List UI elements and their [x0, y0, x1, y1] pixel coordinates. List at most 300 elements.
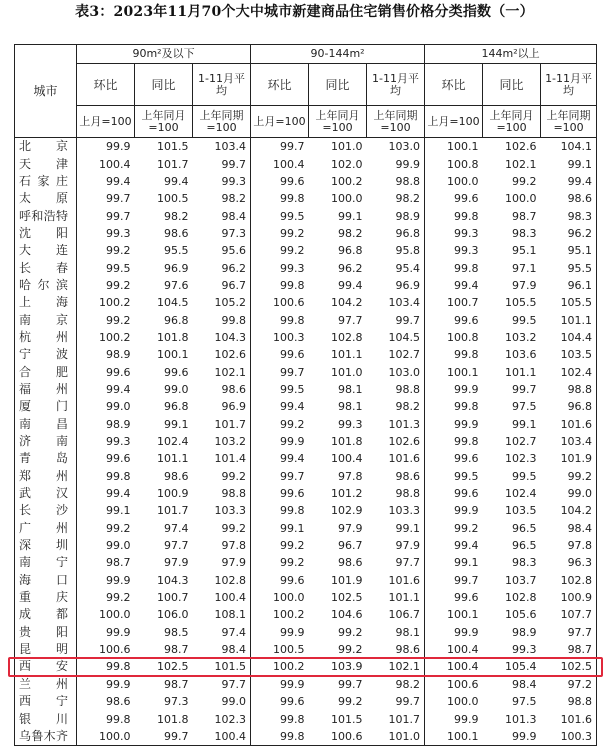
value-cell: 100.7 — [157, 591, 189, 605]
table-row — [15, 537, 597, 554]
value-cell: 99.3 — [338, 417, 363, 431]
value-cell: 99.8 — [454, 209, 479, 223]
value-cell: 100.4 — [193, 728, 251, 746]
value-cell: 99.8 — [106, 712, 131, 726]
value-cell: 98.7 — [164, 677, 189, 691]
value-cell: 104.1 — [560, 140, 593, 154]
value-cell: 103.7 — [505, 573, 537, 587]
base-header-mom: 上月=100 — [251, 106, 309, 138]
value-cell: 102.8 — [193, 572, 251, 589]
value-cell: 99.9 — [454, 712, 479, 726]
value-cell: 99.0 — [106, 400, 131, 414]
city-cell: 长春 — [15, 259, 77, 276]
value-cell: 99.7 — [280, 365, 305, 379]
group-header-small: 90m²及以下 — [77, 45, 251, 64]
value-cell: 97.4 — [164, 521, 189, 535]
value-cell: 99.4 — [164, 174, 189, 188]
table-row — [15, 329, 597, 346]
value-cell: 99.5 — [512, 313, 537, 327]
value-cell: 103.3 — [193, 502, 251, 519]
value-cell: 98.1 — [338, 382, 363, 396]
value-cell: 97.2 — [567, 677, 593, 691]
table-row — [15, 641, 597, 658]
value-cell: 99.3 — [280, 261, 305, 275]
value-cell: 100.8 — [447, 157, 479, 171]
value-cell: 99.2 — [567, 469, 593, 483]
value-cell: 96.8 — [338, 244, 363, 258]
value-cell: 99.6 — [454, 192, 479, 206]
value-cell: 102.7 — [505, 435, 537, 449]
value-cell: 99.7 — [338, 677, 363, 691]
value-cell: 99.8 — [106, 660, 131, 674]
sub-header-avg: 1-11月平均 — [193, 64, 251, 106]
table-row — [15, 658, 597, 675]
city-cell: 郑州 — [15, 468, 77, 485]
value-cell: 99.6 — [280, 573, 305, 587]
city-cell: 呼和浩特 — [15, 207, 77, 224]
value-cell: 101.1 — [367, 589, 425, 606]
city-cell: 大连 — [15, 242, 77, 259]
value-cell: 98.2 — [338, 226, 363, 240]
value-cell: 101.7 — [193, 416, 251, 433]
value-cell: 101.6 — [560, 712, 593, 726]
value-cell: 99.2 — [106, 244, 131, 258]
value-cell: 98.3 — [567, 209, 593, 223]
value-cell: 99.6 — [280, 695, 305, 709]
value-cell: 100.0 — [99, 608, 131, 622]
value-cell: 101.1 — [157, 452, 189, 466]
city-cell: 青岛 — [15, 450, 77, 467]
value-cell: 97.7 — [367, 554, 425, 571]
value-cell: 99.1 — [454, 556, 479, 570]
value-cell: 99.9 — [367, 155, 425, 172]
value-cell: 96.7 — [193, 277, 251, 294]
value-cell: 102.1 — [367, 658, 425, 675]
value-cell: 100.1 — [157, 348, 189, 362]
value-cell: 101.8 — [331, 435, 363, 449]
value-cell: 100.6 — [99, 643, 131, 657]
value-cell: 98.1 — [367, 624, 425, 641]
value-cell: 103.4 — [193, 138, 251, 156]
value-cell: 99.8 — [280, 504, 305, 518]
value-cell: 102.5 — [157, 660, 189, 674]
value-cell: 97.3 — [164, 695, 189, 709]
value-cell: 98.9 — [367, 207, 425, 224]
city-cell: 宁波 — [15, 346, 77, 363]
value-cell: 100.4 — [273, 157, 305, 171]
value-cell: 99.9 — [483, 728, 541, 746]
value-cell: 98.5 — [164, 625, 189, 639]
city-cell: 重庆 — [15, 589, 77, 606]
table-row — [15, 398, 597, 415]
value-cell: 101.8 — [157, 712, 189, 726]
sub-header-avg: 1-11月平均 — [541, 64, 597, 106]
value-cell: 98.6 — [106, 695, 131, 709]
value-cell: 98.1 — [338, 400, 363, 414]
value-cell: 99.7 — [280, 140, 305, 154]
value-cell: 96.2 — [193, 259, 251, 276]
value-cell: 99.7 — [135, 728, 193, 746]
value-cell: 102.8 — [560, 573, 593, 587]
value-cell: 98.8 — [367, 381, 425, 398]
value-cell: 99.6 — [164, 365, 189, 379]
city-cell: 南宁 — [15, 554, 77, 571]
value-cell: 97.4 — [193, 624, 251, 641]
value-cell: 103.4 — [560, 435, 593, 449]
value-cell: 99.4 — [106, 382, 131, 396]
value-cell: 102.9 — [331, 504, 363, 518]
table-row — [15, 173, 597, 190]
value-cell: 106.0 — [157, 608, 189, 622]
value-cell: 99.4 — [106, 487, 131, 501]
city-cell: 福州 — [15, 381, 77, 398]
value-cell: 99.7 — [193, 155, 251, 172]
value-cell: 99.8 — [251, 728, 309, 746]
city-cell: 武汉 — [15, 485, 77, 502]
city-cell: 沈阳 — [15, 225, 77, 242]
value-cell: 99.9 — [106, 677, 131, 691]
value-cell: 99.9 — [280, 677, 305, 691]
value-cell: 97.7 — [567, 625, 593, 639]
value-cell: 99.1 — [512, 417, 537, 431]
value-cell: 99.8 — [454, 435, 479, 449]
city-cell: 西宁 — [15, 693, 77, 710]
value-cell: 102.5 — [331, 591, 363, 605]
city-cell: 昆明 — [15, 641, 77, 658]
group-header-medium: 90-144m² — [251, 45, 425, 64]
value-cell: 96.8 — [367, 225, 425, 242]
value-cell: 99.2 — [338, 643, 363, 657]
value-cell: 98.2 — [367, 676, 425, 693]
city-cell: 杭州 — [15, 329, 77, 346]
value-cell: 99.5 — [280, 382, 305, 396]
value-cell: 99.3 — [106, 435, 131, 449]
value-cell: 99.3 — [454, 244, 479, 258]
value-cell: 96.9 — [164, 261, 189, 275]
value-cell: 103.3 — [367, 502, 425, 519]
value-cell: 100.4 — [99, 157, 131, 171]
value-cell: 100.0 — [447, 695, 479, 709]
value-cell: 100.0 — [447, 174, 479, 188]
value-cell: 98.6 — [164, 469, 189, 483]
group-header-large: 144m²以上 — [425, 45, 597, 64]
table-row — [15, 468, 597, 485]
value-cell: 101.7 — [157, 504, 189, 518]
value-cell: 104.5 — [367, 329, 425, 346]
value-cell: 99.1 — [164, 417, 189, 431]
table-title: 表3：2023年11月70个大中城市新建商品住宅销售价格分类指数（一） — [75, 4, 534, 20]
value-cell: 102.4 — [157, 435, 189, 449]
value-cell: 100.2 — [273, 608, 305, 622]
city-cell: 银川 — [15, 710, 77, 727]
base-header-yoy: 上年同月=100 — [483, 106, 541, 138]
table-row — [15, 225, 597, 242]
value-cell: 99.4 — [280, 452, 305, 466]
city-cell: 石家庄 — [15, 173, 77, 190]
value-cell: 99.6 — [106, 452, 131, 466]
value-cell: 103.5 — [505, 504, 537, 518]
value-cell: 98.8 — [367, 485, 425, 502]
table-row — [15, 624, 597, 641]
value-cell: 96.3 — [567, 556, 593, 570]
value-cell: 99.8 — [280, 278, 305, 292]
value-cell: 97.7 — [193, 676, 251, 693]
city-cell: 兰州 — [15, 676, 77, 693]
sub-header-avg: 1-11月平均 — [367, 64, 425, 106]
table-row — [15, 710, 597, 727]
table-row — [15, 502, 597, 519]
value-cell: 100.2 — [99, 296, 131, 310]
value-cell: 97.9 — [512, 278, 537, 292]
value-cell: 100.1 — [447, 365, 479, 379]
value-cell: 96.8 — [567, 400, 593, 414]
value-cell: 101.2 — [331, 487, 363, 501]
value-cell: 100.9 — [157, 487, 189, 501]
value-cell: 102.8 — [505, 591, 537, 605]
value-cell: 105.6 — [505, 608, 537, 622]
value-cell: 95.6 — [193, 242, 251, 259]
value-cell: 101.5 — [157, 140, 189, 154]
value-cell: 100.6 — [273, 296, 305, 310]
value-cell: 103.0 — [367, 363, 425, 380]
value-cell: 101.0 — [331, 140, 363, 154]
value-cell: 98.6 — [367, 641, 425, 658]
value-cell: 99.2 — [280, 556, 305, 570]
value-cell: 99.0 — [567, 487, 593, 501]
value-cell: 96.9 — [193, 398, 251, 415]
value-cell: 105.2 — [193, 294, 251, 311]
table-body — [15, 138, 597, 746]
value-cell: 103.2 — [193, 433, 251, 450]
table-row — [15, 520, 597, 537]
value-cell: 99.8 — [106, 469, 131, 483]
value-cell: 100.5 — [273, 643, 305, 657]
value-cell: 101.9 — [560, 452, 593, 466]
value-cell: 95.5 — [567, 261, 593, 275]
value-cell: 106.7 — [367, 606, 425, 623]
base-header-yoy: 上年同月=100 — [309, 106, 367, 138]
value-cell: 100.2 — [273, 660, 305, 674]
base-header-avg: 上年同期=100 — [541, 106, 597, 138]
value-cell: 99.2 — [280, 244, 305, 258]
city-cell: 贵阳 — [15, 624, 77, 641]
value-cell: 100.4 — [447, 660, 479, 674]
value-cell: 99.0 — [193, 693, 251, 710]
value-cell: 98.2 — [367, 190, 425, 207]
value-cell: 99.2 — [193, 468, 251, 485]
value-cell: 99.6 — [106, 365, 131, 379]
value-cell: 100.0 — [505, 192, 537, 206]
value-cell: 98.6 — [164, 226, 189, 240]
value-cell: 100.0 — [77, 728, 135, 746]
value-cell: 99.2 — [106, 521, 131, 535]
value-cell: 99.2 — [512, 174, 537, 188]
value-cell: 104.4 — [560, 330, 593, 344]
city-cell: 广州 — [15, 520, 77, 537]
value-cell: 99.6 — [280, 174, 305, 188]
value-cell: 98.6 — [567, 192, 593, 206]
value-cell: 102.3 — [505, 452, 537, 466]
value-cell: 99.4 — [338, 278, 363, 292]
value-cell: 98.6 — [193, 381, 251, 398]
value-cell: 104.3 — [193, 329, 251, 346]
value-cell: 99.2 — [280, 539, 305, 553]
value-cell: 100.6 — [309, 728, 367, 746]
value-cell: 100.1 — [447, 608, 479, 622]
value-cell: 102.5 — [560, 660, 593, 674]
value-cell: 99.2 — [338, 695, 363, 709]
value-cell: 99.1 — [280, 521, 305, 535]
value-cell: 101.4 — [193, 450, 251, 467]
table-row — [15, 676, 597, 693]
table-row — [15, 381, 597, 398]
value-cell: 99.9 — [106, 625, 131, 639]
value-cell: 99.8 — [193, 311, 251, 328]
value-cell: 104.3 — [157, 573, 189, 587]
value-cell: 98.4 — [567, 521, 593, 535]
value-cell: 97.5 — [512, 400, 537, 414]
value-cell: 105.4 — [505, 660, 537, 674]
value-cell: 99.0 — [164, 382, 189, 396]
table-row — [15, 416, 597, 433]
table-row — [15, 363, 597, 380]
base-header-yoy: 上年同月=100 — [135, 106, 193, 138]
value-cell: 103.4 — [367, 294, 425, 311]
table-row — [15, 346, 597, 363]
value-cell: 99.7 — [454, 573, 479, 587]
city-cell: 北京 — [15, 138, 77, 156]
value-cell: 99.5 — [512, 469, 537, 483]
value-cell: 99.6 — [454, 313, 479, 327]
value-cell: 101.1 — [560, 313, 593, 327]
sub-header-yoy: 同比 — [309, 64, 367, 106]
value-cell: 99.2 — [106, 591, 131, 605]
value-cell: 101.7 — [367, 710, 425, 727]
value-cell: 100.7 — [447, 296, 479, 310]
value-cell: 104.6 — [331, 608, 363, 622]
value-cell: 99.2 — [193, 520, 251, 537]
table-row — [15, 433, 597, 450]
value-cell: 100.5 — [157, 192, 189, 206]
value-cell: 99.9 — [106, 573, 131, 587]
value-cell: 103.9 — [331, 660, 363, 674]
table-row — [15, 259, 597, 276]
value-cell: 96.8 — [164, 313, 189, 327]
table-row — [15, 606, 597, 623]
value-cell: 99.2 — [280, 226, 305, 240]
value-cell: 98.6 — [338, 556, 363, 570]
city-cell: 合肥 — [15, 363, 77, 380]
city-cell: 成都 — [15, 606, 77, 623]
value-cell: 101.3 — [367, 416, 425, 433]
value-cell: 102.8 — [331, 330, 363, 344]
value-cell: 96.7 — [338, 539, 363, 553]
value-cell: 98.8 — [567, 382, 593, 396]
base-header-mom: 上月=100 — [77, 106, 135, 138]
value-cell: 97.9 — [338, 521, 363, 535]
value-cell: 99.1 — [338, 209, 363, 223]
value-cell: 100.3 — [541, 728, 597, 746]
value-cell: 102.1 — [193, 363, 251, 380]
value-cell: 99.7 — [106, 209, 131, 223]
value-cell: 96.5 — [512, 521, 537, 535]
value-cell: 97.7 — [338, 313, 363, 327]
value-cell: 103.5 — [560, 348, 593, 362]
city-cell: 天津 — [15, 155, 77, 172]
value-cell: 98.2 — [164, 209, 189, 223]
value-cell: 99.5 — [454, 469, 479, 483]
value-cell: 101.0 — [331, 365, 363, 379]
base-header-mom: 上月=100 — [425, 106, 483, 138]
value-cell: 102.6 — [193, 346, 251, 363]
value-cell: 98.6 — [367, 468, 425, 485]
city-cell: 南京 — [15, 311, 77, 328]
table-row — [15, 311, 597, 328]
value-cell: 98.9 — [512, 625, 537, 639]
value-cell: 98.4 — [193, 641, 251, 658]
value-cell: 99.9 — [454, 382, 479, 396]
table-row — [15, 450, 597, 467]
value-cell: 97.7 — [164, 539, 189, 553]
value-cell: 99.9 — [280, 625, 305, 639]
value-cell: 96.9 — [367, 277, 425, 294]
value-cell: 101.6 — [560, 417, 593, 431]
value-cell: 99.5 — [280, 209, 305, 223]
table-row — [15, 693, 597, 710]
value-cell: 100.3 — [273, 330, 305, 344]
value-cell: 98.9 — [106, 417, 131, 431]
value-cell: 99.8 — [454, 348, 479, 362]
table-row — [15, 242, 597, 259]
base-header-avg: 上年同期=100 — [193, 106, 251, 138]
table-row — [15, 277, 597, 294]
table-row — [15, 554, 597, 571]
sub-header-mom: 环比 — [251, 64, 309, 106]
city-cell: 太原 — [15, 190, 77, 207]
value-cell: 99.6 — [280, 487, 305, 501]
value-cell: 95.5 — [164, 244, 189, 258]
value-cell: 97.8 — [193, 537, 251, 554]
value-cell: 99.6 — [280, 348, 305, 362]
value-cell: 99.8 — [454, 261, 479, 275]
value-cell: 99.2 — [338, 625, 363, 639]
value-cell: 104.5 — [157, 296, 189, 310]
value-cell: 104.2 — [560, 504, 593, 518]
value-cell: 96.1 — [567, 278, 593, 292]
value-cell: 101.5 — [193, 658, 251, 675]
value-cell: 98.8 — [193, 485, 251, 502]
city-cell: 哈尔滨 — [15, 277, 77, 294]
city-column-header: 城市 — [15, 45, 77, 138]
value-cell: 101.0 — [367, 728, 425, 746]
value-cell: 100.4 — [447, 643, 479, 657]
city-cell: 南昌 — [15, 416, 77, 433]
value-cell: 99.4 — [454, 539, 479, 553]
value-cell: 100.4 — [193, 589, 251, 606]
value-cell: 97.9 — [164, 556, 189, 570]
value-cell: 101.6 — [367, 572, 425, 589]
value-cell: 103.0 — [367, 138, 425, 156]
sub-header-mom: 环比 — [77, 64, 135, 106]
value-cell: 98.4 — [512, 677, 537, 691]
value-cell: 95.4 — [367, 259, 425, 276]
table-row — [15, 190, 597, 207]
value-cell: 99.2 — [106, 278, 131, 292]
city-cell: 长沙 — [15, 502, 77, 519]
value-cell: 98.2 — [193, 190, 251, 207]
city-cell: 乌鲁木齐 — [15, 728, 77, 746]
value-cell: 101.5 — [331, 712, 363, 726]
